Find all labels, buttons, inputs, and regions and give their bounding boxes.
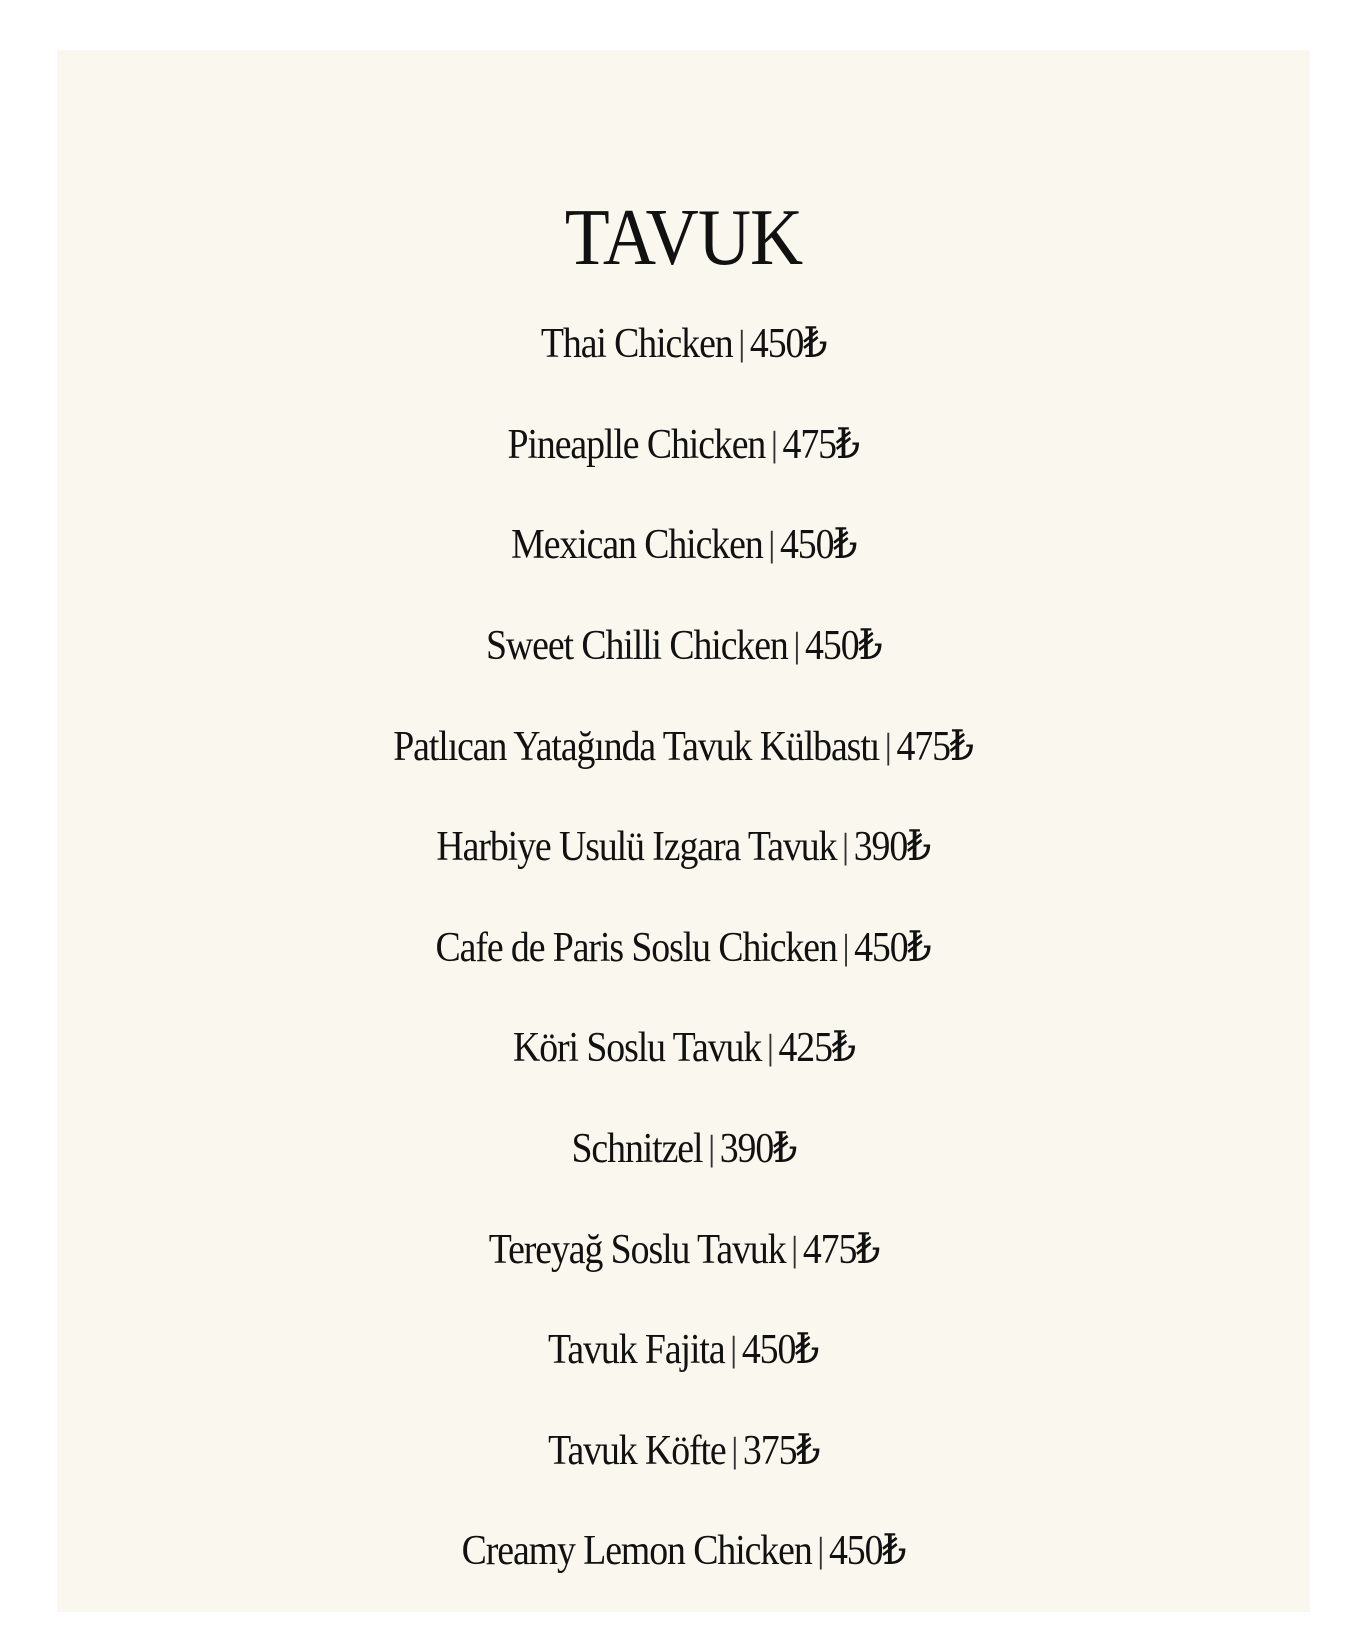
price-separator: |	[792, 626, 800, 666]
menu-item	[57, 918, 1310, 978]
item-price: 390₺	[719, 1126, 796, 1172]
menu-page	[57, 50, 1310, 1612]
menu-item	[57, 314, 1310, 374]
item-price: 390₺	[853, 824, 931, 870]
item-price: 425₺	[778, 1025, 855, 1071]
item-price: 450₺	[749, 321, 827, 367]
price-separator: |	[737, 324, 745, 364]
item-price: 450₺	[742, 1327, 819, 1373]
menu-item	[57, 1320, 1310, 1380]
menu-item	[57, 1018, 1310, 1078]
item-name: Tereyağ Soslu Tavuk	[488, 1227, 786, 1273]
item-price: 475₺	[896, 724, 974, 770]
item-name: Cafe de Paris Soslu Chicken	[435, 925, 838, 971]
menu-item	[57, 717, 1310, 777]
menu-item	[57, 1220, 1310, 1280]
item-price: 375₺	[742, 1428, 820, 1474]
menu-item	[57, 1119, 1310, 1179]
item-price: 475₺	[782, 422, 860, 468]
item-name: Tavuk Köfte	[547, 1428, 726, 1474]
price-separator: |	[817, 1531, 824, 1571]
item-name: Harbiye Usulü Izgara Tavuk	[436, 824, 837, 870]
menu-item	[57, 515, 1310, 575]
item-price: 450₺	[854, 925, 931, 971]
item-price: 450₺	[828, 1528, 906, 1574]
menu-item	[57, 1521, 1310, 1581]
menu-title: TAVUK	[564, 194, 803, 282]
item-name: Patlıcan Yatağında Tavuk Külbastı	[393, 724, 880, 770]
menu-item	[57, 415, 1310, 475]
menu-item	[57, 616, 1310, 676]
item-price: 450₺	[804, 623, 882, 669]
price-separator: |	[842, 928, 850, 968]
item-name: Tavuk Fajita	[548, 1327, 725, 1373]
item-name: Schnitzel	[571, 1126, 703, 1172]
price-separator: |	[766, 1028, 773, 1068]
item-name: Creamy Lemon Chicken	[461, 1528, 812, 1574]
price-separator: |	[730, 1431, 738, 1471]
item-name: Thai Chicken	[540, 321, 733, 367]
item-name: Pineaplle Chicken	[507, 422, 766, 468]
menu-item-list	[57, 50, 1310, 1612]
price-separator: |	[707, 1129, 715, 1169]
price-separator: |	[730, 1330, 737, 1370]
item-price: 450₺	[779, 522, 857, 568]
price-separator: |	[767, 525, 775, 565]
menu-item	[57, 817, 1310, 877]
menu-item	[57, 1421, 1310, 1481]
price-separator: |	[842, 827, 849, 867]
price-separator: |	[770, 425, 778, 465]
item-name: Sweet Chilli Chicken	[485, 623, 788, 669]
price-separator: |	[885, 727, 892, 767]
price-separator: |	[790, 1230, 797, 1270]
item-name: Köri Soslu Tavuk	[512, 1025, 761, 1071]
item-name: Mexican Chicken	[510, 522, 763, 568]
item-price: 475₺	[802, 1227, 879, 1273]
